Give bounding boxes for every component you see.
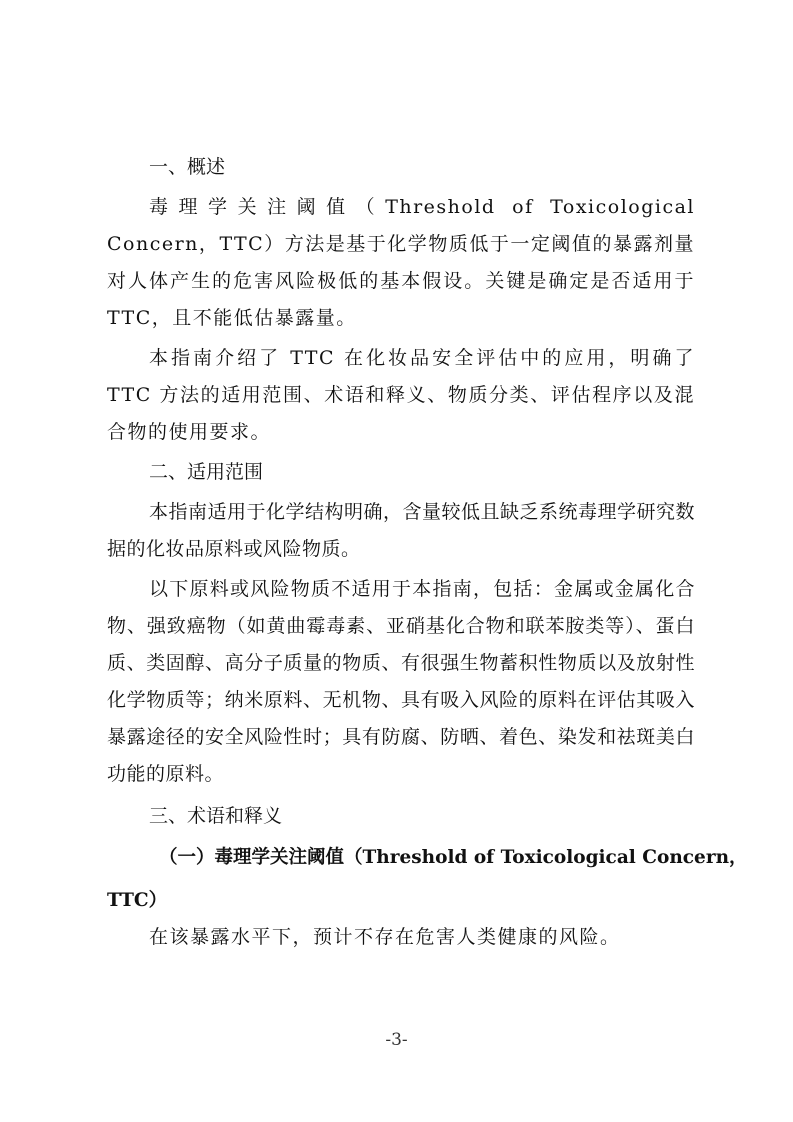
section-heading-overview: 一、概述 xyxy=(149,156,226,178)
term-definition-ttc: 在该暴露水平下，预计不存在危害人类健康的风险。 xyxy=(149,926,621,948)
scope-paragraph-1: 本指南适用于化学结构明确，含量较低且缺乏系统毒理学研究数据的化妆品原料或风险物质。 xyxy=(107,501,696,560)
page-content xyxy=(107,149,748,956)
section-heading-scope: 二、适用范围 xyxy=(149,461,264,483)
page-number: -3- xyxy=(385,1030,408,1050)
term-heading-ttc-continued: TTC） xyxy=(107,890,168,911)
overview-paragraph-2: 本指南介绍了 TTC 在化妆品安全评估中的应用，明确了 TTC 方法的适用范围、术语和释义、物质分类、评估程序以及混合物的使用要求。 xyxy=(107,347,695,443)
section-heading-terms: 三、术语和释义 xyxy=(149,805,283,827)
overview-paragraph-1: 毒理学关注阈值（Threshold of Toxicological Concern，TTC）方法是基于化学物质低于一定阈值的暴露剂量对人体产生的危害风险极低的基本假设。关键是确定是否适用于 TTC，且不能低估暴露量。 xyxy=(107,196,695,329)
scope-paragraph-2: 以下原料或风险物质不适用于本指南，包括：金属或金属化合物、强致癌物（如黄曲霉毒素、亚硝基化合物和联苯胺类等）、蛋白质、类固醇、高分子质量的物质、有很强生物蓄积性物质以及放射性化学物质等；纳米原料、无机物、具有吸入风险的原料在评估其吸入暴露途径的安全风险性时；具有防腐、防晒、着色、染发和祛斑美白功能的原料。 xyxy=(107,578,695,785)
term-heading-ttc: （一）毒理学关注阈值（Threshold of Toxicological Concern， xyxy=(159,847,748,868)
